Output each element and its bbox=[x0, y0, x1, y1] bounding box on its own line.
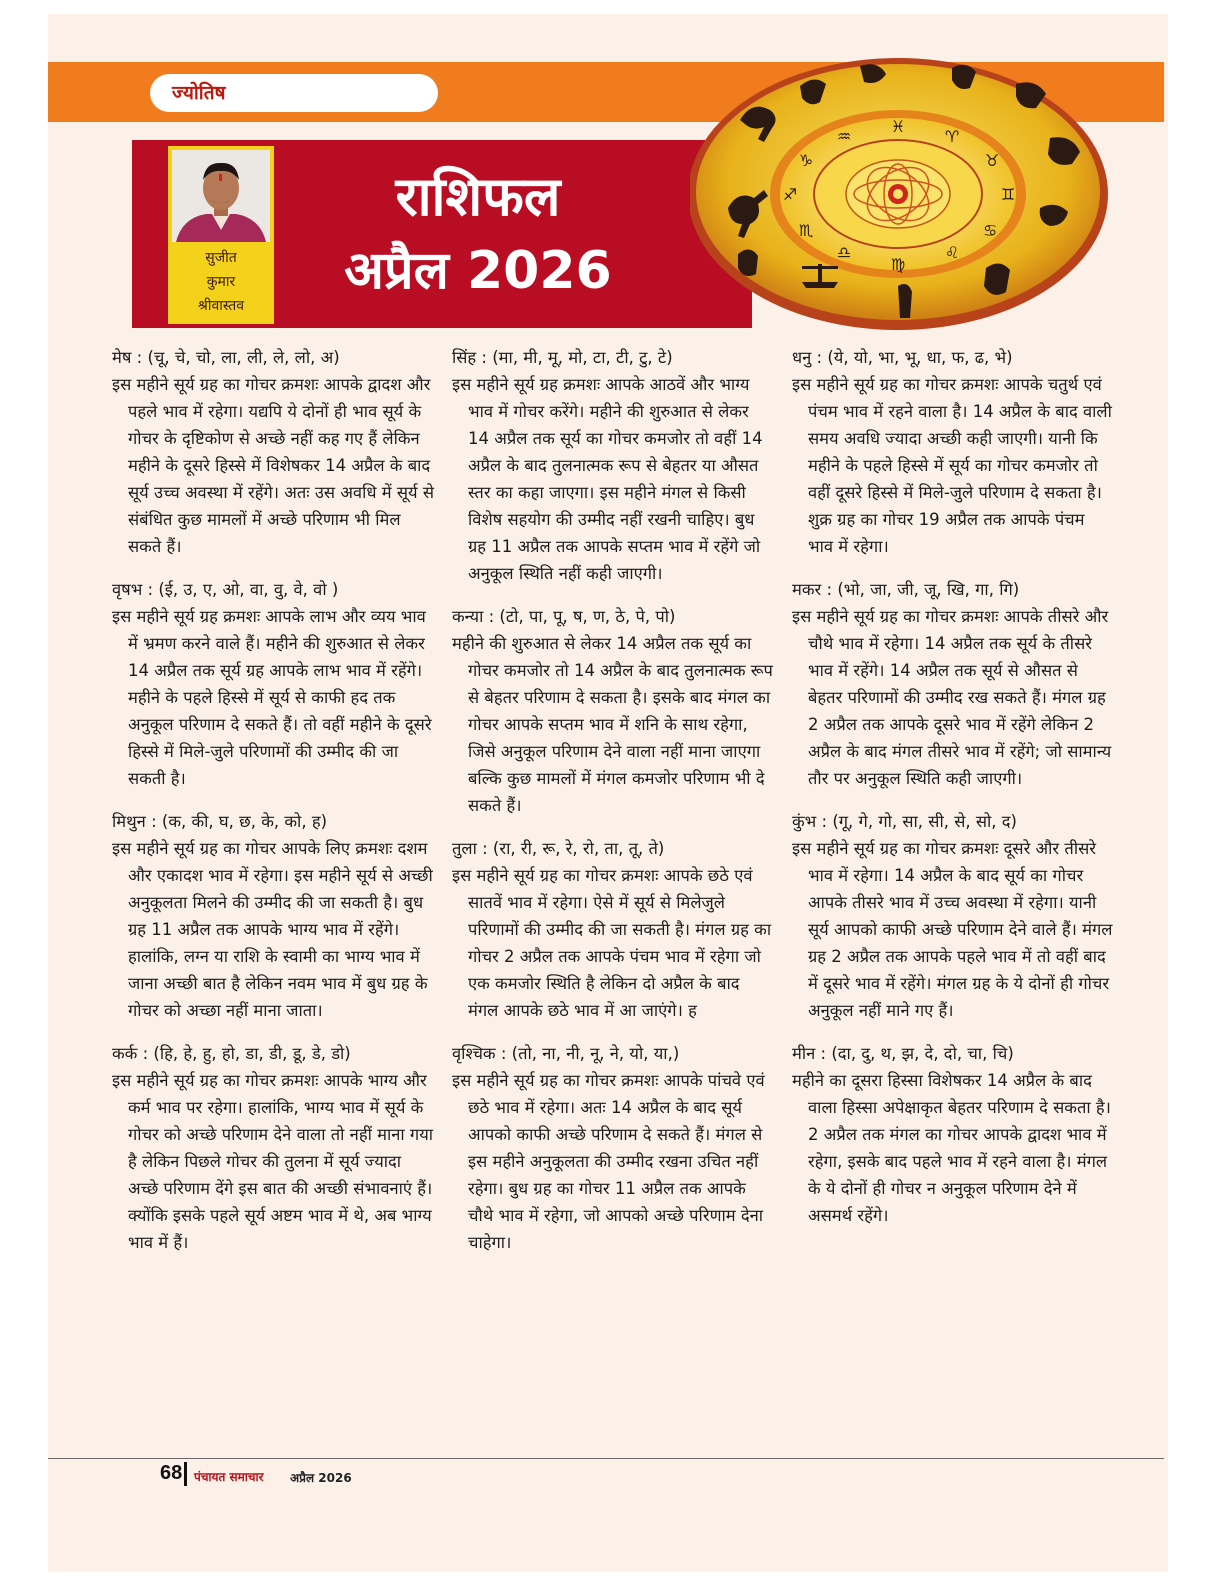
horoscope-entry bbox=[452, 1040, 774, 1256]
sign-text: इस महीने सूर्य ग्रह का गोचर क्रमशः आपके छठे एवं सातवें भाव में रहेगा। ऐसे में सूर्य से मिलेजुले परिणामों की उम्मीद की जा सकती है। मंगल ग्रह का गोचर 2 अप्रैल तक आपके पंचम भाव में रहेगा जो एक कमजोर स्थिति है लेकिन दो अप्रैल के बाद मंगल आपके छठे भाव में आ जाएंगे। ह bbox=[452, 866, 772, 1020]
sign-heading: सिंह : (मा, मी, मू, मो, टा, टी, टु, टे) bbox=[452, 348, 673, 367]
sign-heading: कर्क : (हि, हे, हु, हो, डा, डी, डू, डे, डो) bbox=[112, 1044, 351, 1063]
svg-text:♍: ♍ bbox=[890, 255, 906, 274]
svg-text:♐: ♐ bbox=[782, 185, 798, 204]
title-line-2: अप्रैल 2026 bbox=[344, 241, 612, 301]
sign-text: इस महीने सूर्य ग्रह का गोचर आपके लिए क्रमशः दशम और एकादश भाव में रहेगा। इस महीने सूर्य से अच्छी अनुकूलता मिलने की उम्मीद की जा सकती है। बुध ग्रह 11 अप्रैल तक आपके भाग्य भाव में रहेंगे। हालांकि, लग्न या राशि के स्वामी का भाग्य भाव में जाना अच्छी बात है लेकिन नवम भाव में बुध ग्रह के गोचर को अच्छा नहीं माना जाता। bbox=[112, 839, 433, 1020]
sign-heading: कन्या : (टो, पा, पू, ष, ण, ठे, पे, पो) bbox=[452, 607, 676, 626]
sign-heading: कुंभ : (गू, गे, गो, सा, सी, से, सो, द) bbox=[792, 812, 1017, 831]
svg-text:♌: ♌ bbox=[944, 243, 960, 262]
title-line-1: राशिफल bbox=[395, 165, 561, 228]
publication-logo: पंचायत समाचार bbox=[194, 1470, 264, 1484]
horoscope-entry bbox=[452, 603, 774, 819]
svg-text:♓: ♓ bbox=[890, 117, 906, 136]
horoscope-entry bbox=[792, 808, 1114, 1024]
svg-text:♎: ♎ bbox=[836, 243, 852, 262]
horoscope-entry bbox=[792, 576, 1114, 792]
svg-text:♈: ♈ bbox=[944, 127, 960, 146]
sign-text: इस महीने सूर्य ग्रह का गोचर क्रमशः दूसरे और तीसरे भाव में रहेगा। 14 अप्रैल के बाद सूर्य का गोचर आपके तीसरे भाव में उच्च अवस्था में रहेगा। यानी सूर्य आपको काफी अच्छे परिणाम देने वाले हैं। मंगल ग्रह 2 अप्रैल तक आपके पहले भाव में तो वहीं बाद में दूसरे भाव में रहेंगे। मंगल ग्रह के ये दोनों ही गोचर अनुकूल नहीं माने गए हैं। bbox=[792, 839, 1113, 1020]
svg-text:♒: ♒ bbox=[836, 127, 852, 146]
horoscope-entry bbox=[452, 835, 774, 1024]
issue-date: अप्रैल 2026 bbox=[290, 1471, 352, 1485]
svg-text:♉: ♉ bbox=[984, 151, 1000, 170]
author-photo bbox=[172, 150, 270, 242]
sign-heading: मेष : (चू, चे, चो, ला, ली, ले, लो, अ) bbox=[112, 348, 340, 367]
horoscope-column bbox=[452, 344, 774, 1272]
sign-text: महीने की शुरुआत से लेकर 14 अप्रैल तक सूर्य का गोचर कमजोर तो 14 अप्रैल के बाद तुलनात्मक रूप से बेहतर परिणाम दे सकता है। इसके बाद मंगल का गोचर आपके सप्तम भाव में शनि के साथ रहेगा, जिसे अनुकूल परिणाम देने वाला नहीं माना जाएगा बल्कि कुछ मामलों में मंगल कमजोर परिणाम भी दे सकते हैं। bbox=[452, 634, 773, 815]
author-name-line: सुजीत bbox=[205, 250, 237, 266]
footer-separator bbox=[184, 1462, 187, 1486]
horoscope-entry bbox=[452, 344, 774, 587]
sign-text: इस महीने सूर्य ग्रह का गोचर क्रमशः आपके तीसरे और चौथे भाव में रहेगा। 14 अप्रैल तक सूर्य के तीसरे भाव में रहेंगे। 14 अप्रैल तक सूर्य से औसत से बेहतर परिणामों की उम्मीद रख सकते हैं। मंगल ग्रह 2 अप्रैल तक आपके दूसरे भाव में रहेंगे लेकिन 2 अप्रैल के बाद मंगल तीसरे भाव में रहेंगे; जो सामान्य तौर पर अनुकूल स्थिति कही जाएगी। bbox=[792, 607, 1112, 788]
horoscope-entry bbox=[792, 1040, 1114, 1229]
horoscope-entry bbox=[792, 344, 1114, 560]
horoscope-entry bbox=[112, 1040, 434, 1256]
sign-text: इस महीने सूर्य ग्रह का गोचर क्रमशः आपके भाग्य और कर्म भाव पर रहेगा। हालांकि, भाग्य भाव में सूर्य के गोचर को अच्छे परिणाम देने वाला तो नहीं माना गया है लेकिन पिछले गोचर की तुलना में सूर्य ज्यादा अच्छे परिणाम देंगे इस बात की अच्छी संभावनाएं हैं। क्योंकि इसके पहले सूर्य अष्टम भाव में थे, अब भाग्य भाव में हैं। bbox=[112, 1071, 434, 1252]
horoscope-column bbox=[112, 344, 434, 1272]
sign-text: इस महीने सूर्य ग्रह क्रमशः आपके आठवें और भाग्य भाव में गोचर करेंगे। महीने की शुरुआत से लेकर 14 अप्रैल तक सूर्य का गोचर कमजोर तो वहीं 14 अप्रैल के बाद तुलनात्मक रूप से बेहतर या औसत स्तर का कहा जाएगा। इस महीने मंगल से किसी विशेष सहयोग की उम्मीद नहीं रखनी चाहिए। बुध ग्रह 11 अप्रैल तक आपके सप्तम भाव में रहेंगे जो अनुकूल स्थिति नहीं कही जाएगी। bbox=[452, 375, 763, 583]
sign-text: इस महीने सूर्य ग्रह का गोचर क्रमशः आपके द्वादश और पहले भाव में रहेगा। यद्यपि ये दोनों ही भाव सूर्य के गोचर के दृष्टिकोण से अच्छे नहीं कह गए हैं लेकिन महीने के दूसरे हिस्से में विशेषकर 14 अप्रैल के बाद सूर्य उच्च अवस्था में रहेंगे। अतः उस अवधि में सूर्य से संबंधित कुछ मामलों में अच्छे परिणाम भी मिल सकते हैं। bbox=[112, 375, 435, 556]
sign-text: इस महीने सूर्य ग्रह का गोचर क्रमशः आपके चतुर्थ एवं पंचम भाव में रहने वाला है। 14 अप्रैल के बाद वाली समय अवधि ज्यादा अच्छी कही जाएगी। यानी कि महीने के पहले हिस्से में सूर्य का गोचर कमजोर तो वहीं दूसरे हिस्से में मिले-जुले परिणाम दे सकता है। शुक्र ग्रह का गोचर 19 अप्रैल तक आपके पंचम भाव में रहेगा। bbox=[792, 375, 1112, 556]
horoscope-entry bbox=[112, 576, 434, 792]
sign-text: इस महीने सूर्य ग्रह क्रमशः आपके लाभ और व्यय भाव में भ्रमण करने वाले हैं। महीने की शुरुआत से लेकर 14 अप्रैल तक सूर्य ग्रह आपके लाभ भाव में रहेंगे। महीने के पहले हिस्से में सूर्य से काफी हद तक अनुकूल परिणाम दे सकते हैं। तो वहीं महीने के दूसरे हिस्से में मिले-जुले परिणामों की उम्मीद की जा सकती है। bbox=[112, 607, 432, 788]
page-number: 68 bbox=[160, 1462, 183, 1484]
svg-text:♏: ♏ bbox=[798, 221, 814, 240]
zodiac-wheel-illustration bbox=[690, 58, 1150, 338]
sign-heading: मकर : (भो, जा, जी, जू, खि, गा, गि) bbox=[792, 580, 1020, 599]
sign-heading: वृषभ : (ई, उ, ए, ओ, वा, वु, वे, वो ) bbox=[112, 580, 339, 599]
page-title bbox=[328, 160, 628, 308]
horoscope-entry bbox=[112, 808, 434, 1024]
sign-text: महीने का दूसरा हिस्सा विशेषकर 14 अप्रैल के बाद वाला हिस्सा अपेक्षाकृत बेहतर परिणाम दे सकता है। 2 अप्रैल तक मंगल का गोचर आपके द्वादश भाव में रहेगा, इसके बाद पहले भाव में रहने वाला है। मंगल के ये दोनों ही गोचर न अनुकूल परिणाम देने में असमर्थ रहेंगे। bbox=[792, 1071, 1111, 1225]
sign-heading: धनु : (ये, यो, भा, भू, धा, फ, ढ, भे) bbox=[792, 348, 1013, 367]
svg-text:♑: ♑ bbox=[798, 151, 814, 170]
sign-heading: मीन : (दा, दु, थ, झ, दे, दो, चा, चि) bbox=[792, 1044, 1014, 1063]
author-name bbox=[168, 246, 274, 318]
sign-heading: मिथुन : (क, की, घ, छ, के, को, ह) bbox=[112, 812, 328, 831]
sign-heading: वृश्चिक : (तो, ना, नी, नू, ने, यो, या,) bbox=[452, 1044, 680, 1063]
horoscope-column bbox=[792, 344, 1114, 1245]
sign-heading: तुला : (रा, री, रू, रे, रो, ता, तू, ते) bbox=[452, 839, 665, 858]
svg-text:♋: ♋ bbox=[982, 221, 998, 240]
author-name-line: श्रीवास्तव bbox=[197, 298, 245, 314]
footer-divider bbox=[48, 1458, 1164, 1459]
svg-text:♊: ♊ bbox=[1000, 185, 1016, 204]
horoscope-entry bbox=[112, 344, 434, 560]
sign-text: इस महीने सूर्य ग्रह का गोचर क्रमशः आपके पांचवे एवं छठे भाव में रहेगा। अतः 14 अप्रैल के बाद सूर्य आपको काफी अच्छे परिणाम दे सकते हैं। मंगल से इस महीने अनुकूलता की उम्मीद रखना उचित नहीं रहेगा। बुध ग्रह का गोचर 11 अप्रैल तक आपके चौथे भाव में रहेगा, जो आपको अच्छे परिणाम देना चाहेगा। bbox=[452, 1071, 765, 1252]
section-label: ज्योतिष bbox=[150, 74, 438, 112]
author-name-line: कुमार bbox=[206, 274, 236, 290]
